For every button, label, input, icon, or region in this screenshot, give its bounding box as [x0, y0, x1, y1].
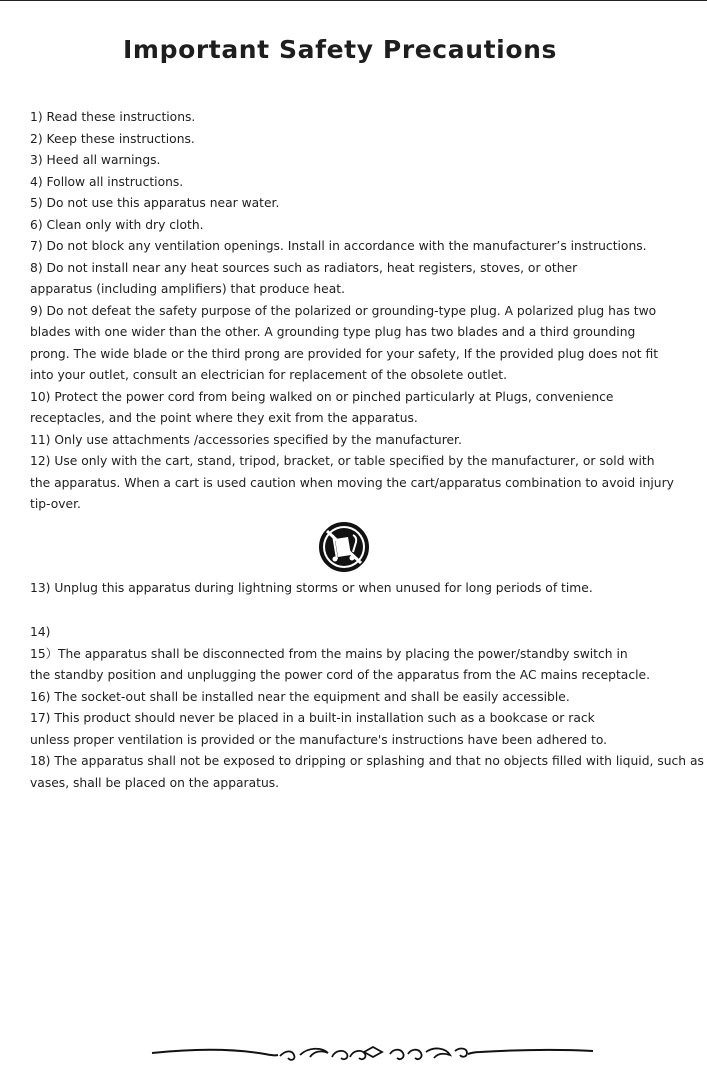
instruction-17: 17) This product should never be placed in a built-in installation such as a bookcase or rack unless proper ventilation is provided or the manufacture's instructions have been adhered to. — [30, 711, 608, 747]
instruction-3: 3) Heed all warnings. — [30, 153, 161, 167]
instructions-block-3 — [30, 622, 704, 794]
instruction-18: 18) The apparatus shall not be exposed to dripping or splashing and that no objects filled with liquid, such as vases, shall be placed on the apparatus. — [30, 754, 704, 790]
page-title: Important Safety Precautions — [123, 34, 557, 64]
footer-ornament-icon — [150, 1040, 595, 1064]
instruction-6: 6) Clean only with dry cloth. — [30, 217, 204, 232]
instruction-15: 15）The apparatus shall be disconnected from the mains by placing the power/standby switch in the standby position and unplugging the power cord of the apparatus from the AC mains receptacle. — [30, 646, 650, 682]
instruction-9: 9) Do not defeat the safety purpose of the polarized or grounding-type plug. A polarized plug has two blades with one wider than the other. A grounding type plug has two blades and a third grounding prong. The wide blade or the third prong are provided for your safety, If the provided plug does not fit into your outlet, consult an electrician for replacement of the obsolete outlet. — [30, 303, 659, 382]
instruction-16: 16) The socket-out shall be installed near the equipment and shall be easily accessible. — [30, 689, 570, 704]
instruction-10: 10) Protect the power cord from being walked on or pinched particularly at Plugs, convenience receptacles, and the point where they exit from the apparatus. — [30, 389, 614, 425]
instruction-5: 5) Do not use this apparatus near water. — [30, 196, 280, 210]
instruction-4: 4) Follow all instructions. — [30, 174, 184, 189]
instruction-11: 11) Only use attachments /accessories specified by the manufacturer. — [30, 432, 462, 447]
instructions-block-1 — [30, 107, 704, 516]
instruction-7: 7) Do not block any ventilation openings. Install in accordance with the manufacturer’s instructions. — [30, 239, 647, 253]
cart-tip-over-warning-icon — [315, 521, 373, 573]
instruction-12: 12) Use only with the cart, stand, tripod, bracket, or table specified by the manufacturer, or sold with the apparatus. When a cart is used caution when moving the cart/apparatus combination to avoid injury tip-over. — [30, 454, 674, 511]
instruction-8: 8) Do not install near any heat sources such as radiators, heat registers, stoves, or other apparatus (including amplifiers) that produce heat. — [30, 260, 578, 296]
top-rule — [0, 0, 707, 1]
instruction-1: 1) Read these instructions. — [30, 110, 196, 124]
instruction-14: 14) — [30, 625, 51, 639]
instruction-13: 13) Unplug this apparatus during lightning storms or when unused for long periods of time. — [30, 581, 593, 595]
instructions-block-2 — [30, 578, 704, 600]
instruction-2: 2) Keep these instructions. — [30, 131, 195, 146]
